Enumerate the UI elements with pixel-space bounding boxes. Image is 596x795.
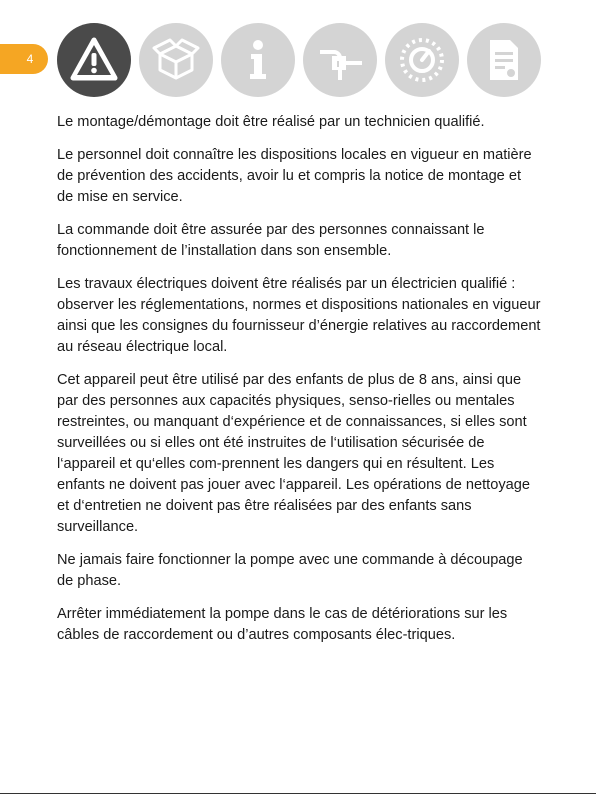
page-number: 4 <box>26 52 34 66</box>
paragraph: Arrêter immédiatement la pompe dans le cas de détériorations sur les câbles de raccordement ou d’autres composants élec-triques. <box>57 606 508 643</box>
chapter-icon-nav <box>57 23 541 97</box>
bottom-divider <box>0 793 596 794</box>
document-icon[interactable] <box>467 23 541 97</box>
safety-instructions-text <box>57 112 541 658</box>
paragraph: Cet appareil peut être utilisé par des enfants de plus de 8 ans, ainsi que par des personnes aux capacités physiques, senso-rielles ou mentales restreintes, ou manquant d‘expérience et de connaissances, si elles sont surveillées ou si elles ont été instruites de l‘utilisation sécurisée de l‘appareil et qu‘elles com-prennent les dangers qui en résultent. Les enfants ne doivent pas jouer avec l‘appareil. Les opérations de nettoyage et d‘entretien ne doivent pas être réalisées par des enfants sans surveillance. <box>57 372 530 535</box>
warning-icon[interactable] <box>57 23 131 97</box>
package-box-icon[interactable] <box>139 23 213 97</box>
pipe-connection-icon[interactable] <box>303 23 377 97</box>
paragraph: Les travaux électriques doivent être réalisés par un électricien qualifié : observer les réglementations, normes et dispositions nationales en vigueur ainsi que les consignes du fournisseur d’énergie relatives au raccordement au réseau électrique local. <box>57 276 541 355</box>
page-number-tab <box>0 44 48 74</box>
control-dial-icon[interactable] <box>385 23 459 97</box>
paragraph: Le personnel doit connaître les dispositions locales en vigueur en matière de prévention des accidents, avoir lu et compris la notice de montage et de mise en service. <box>57 147 532 205</box>
paragraph: Ne jamais faire fonctionner la pompe avec une commande à découpage de phase. <box>57 552 523 589</box>
info-icon[interactable] <box>221 23 295 97</box>
paragraph: Le montage/démontage doit être réalisé par un technicien qualifié. <box>57 114 485 130</box>
paragraph: La commande doit être assurée par des personnes connaissant le fonctionnement de l’installation dans son ensemble. <box>57 222 485 259</box>
